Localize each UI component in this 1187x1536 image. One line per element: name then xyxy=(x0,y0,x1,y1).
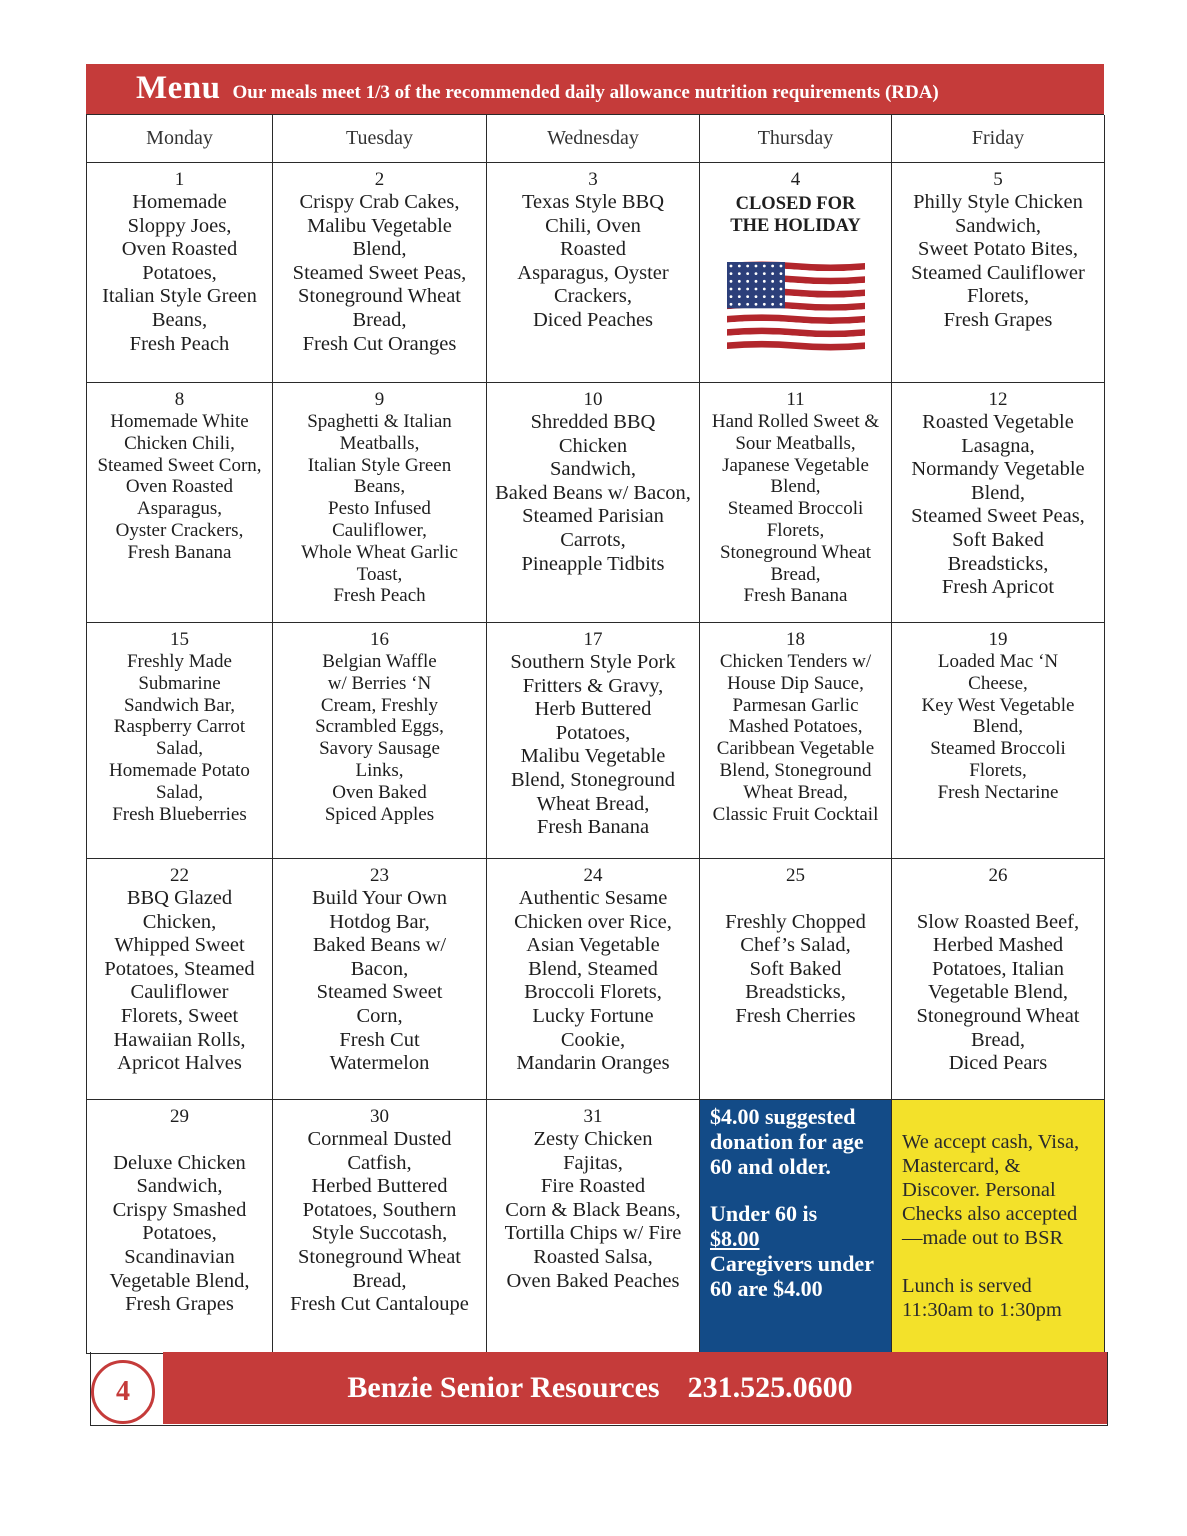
meal-description: Southern Style Pork Fritters & Gravy, Herb Buttered Potatoes, Malibu Vegetable Blend, Stoneground Wheat Bread, Fresh Banana xyxy=(510,651,676,839)
date-number: 19 xyxy=(988,629,1008,650)
meal-description: Crispy Crab Cakes, Malibu Vegetable Blend, Steamed Sweet Peas, Stoneground Wheat Bread, Fresh Cut Oranges xyxy=(292,191,467,355)
day-cell xyxy=(487,1100,700,1354)
day-cell xyxy=(892,163,1105,383)
meal-description: Hand Rolled Sweet & Sour Meatballs, Japanese Vegetable Blend, Steamed Broccoli Florets, Stoneground Wheat Bread, Fresh Banana xyxy=(711,411,880,607)
meal-description: Cornmeal Dusted Catfish, Herbed Buttered Potatoes, Southern Style Succotash, Stoneground Wheat Bread, Fresh Cut Cantaloupe xyxy=(290,1128,469,1316)
menu-title: Menu xyxy=(136,70,221,106)
payment-methods: We accept cash, Visa, Mastercard, & Discover. Personal Checks also accepted —made out to BSR xyxy=(902,1131,1080,1249)
day-cell xyxy=(487,163,700,383)
meal-description: Freshly Made Submarine Sandwich Bar, Raspberry Carrot Salad, Homemade Potato Salad, Fresh Blueberries xyxy=(109,651,250,825)
meal-description: Loaded Mac ‘N Cheese, Key West Vegetable Blend, Steamed Broccoli Florets, Fresh Nectarine xyxy=(921,651,1075,803)
meal-description: Philly Style Chicken Sandwich, Sweet Potato Bites, Steamed Cauliflower Florets, Fresh Grapes xyxy=(911,191,1085,331)
date-number: 31 xyxy=(583,1106,603,1127)
date-number: 23 xyxy=(370,865,389,886)
day-cell xyxy=(273,623,487,859)
date-number: 22 xyxy=(170,865,189,886)
day-cell xyxy=(87,859,273,1100)
american-flag-icon xyxy=(727,259,865,358)
date-number: 18 xyxy=(786,629,805,650)
day-cell xyxy=(273,383,487,623)
date-number: 9 xyxy=(374,389,385,410)
meal-description: Homemade White Chicken Chili, Steamed Sweet Corn, Oven Roasted Asparagus, Oyster Crackers, Fresh Banana xyxy=(97,411,262,563)
day-cell xyxy=(273,163,487,383)
date-number: 10 xyxy=(583,389,603,410)
menu-header xyxy=(86,64,1104,114)
day-cell xyxy=(87,1100,273,1354)
date-number: 11 xyxy=(786,389,805,410)
day-header-tuesday: Tuesday xyxy=(273,115,487,163)
date-number: 5 xyxy=(993,169,1003,190)
meal-description: Deluxe Chicken Sandwich, Crispy Smashed Potatoes, Scandinavian Vegetable Blend, Fresh Grapes xyxy=(109,1151,250,1316)
meal-description: Belgian Waffle w/ Berries ‘N Cream, Freshly Scrambled Eggs, Savory Sausage Links, Oven Baked Spiced Apples xyxy=(315,651,444,825)
day-header-wednesday: Wednesday xyxy=(487,115,700,163)
day-cell xyxy=(487,859,700,1100)
meal-description: Slow Roasted Beef, Herbed Mashed Potatoes, Italian Vegetable Blend, Stoneground Wheat Bread, Diced Pears xyxy=(916,910,1080,1075)
date-number: 1 xyxy=(174,169,185,190)
day-header-monday: Monday xyxy=(87,115,273,163)
meal-description: Roasted Vegetable Lasagna, Normandy Vegetable Blend, Steamed Sweet Peas, Soft Baked Breadsticks, Fresh Apricot xyxy=(911,411,1085,599)
day-cell xyxy=(892,623,1105,859)
day-cell xyxy=(487,623,700,859)
donation-suggested: $4.00 suggested donation for age 60 and older. xyxy=(710,1104,864,1179)
day-cell xyxy=(700,383,892,623)
day-cell xyxy=(487,383,700,623)
day-cell xyxy=(892,383,1105,623)
meal-description: Homemade Sloppy Joes, Oven Roasted Potatoes, Italian Style Green Beans, Fresh Peach xyxy=(102,191,257,355)
date-number: 12 xyxy=(988,389,1008,410)
day-cell xyxy=(700,163,892,383)
date-number: 8 xyxy=(174,389,185,410)
lunch-hours: Lunch is served 11:30am to 1:30pm xyxy=(902,1275,1062,1321)
day-cell xyxy=(892,859,1105,1100)
closed-notice: CLOSED FOR THE HOLIDAY xyxy=(730,194,861,236)
org-name: Benzie Senior Resources xyxy=(347,1371,660,1404)
date-number: 30 xyxy=(370,1106,389,1127)
meal-description: Build Your Own Hotdog Bar, Baked Beans w/ Bacon, Steamed Sweet Corn, Fresh Cut Watermelon xyxy=(312,887,447,1075)
date-number: 4 xyxy=(790,169,801,190)
meal-description: Shredded BBQ Chicken Sandwich, Baked Beans w/ Bacon, Steamed Parisian Carrots, Pineapple Tidbits xyxy=(495,411,691,575)
footer xyxy=(90,1352,1108,1426)
meal-description: Freshly Chopped Chef’s Salad, Soft Baked Breadsticks, Fresh Cherries xyxy=(725,910,866,1027)
donation-under60 xyxy=(710,1201,817,1251)
page-number: 4 xyxy=(91,1360,155,1424)
meal-description: Chicken Tenders w/ House Dip Sauce, Parmesan Garlic Mashed Potatoes, Caribbean Vegetable Blend, Stoneground Wheat Bread, Classic Fruit Cocktail xyxy=(712,651,879,825)
menu-calendar xyxy=(86,114,1104,1354)
date-number: 2 xyxy=(374,169,385,190)
date-number: 16 xyxy=(370,629,389,650)
meal-description: Authentic Sesame Chicken over Rice, Asian Vegetable Blend, Steamed Broccoli Florets, Lucky Fortune Cookie, Mandarin Oranges xyxy=(514,887,672,1075)
menu-subtitle: Our meals meet 1/3 of the recommended daily allowance nutrition requirements (RDA) xyxy=(232,82,939,103)
day-cell xyxy=(273,859,487,1100)
day-header-thursday: Thursday xyxy=(700,115,892,163)
day-cell xyxy=(87,383,273,623)
date-number: 25 xyxy=(786,865,805,886)
day-cell xyxy=(87,623,273,859)
date-number: 26 xyxy=(988,865,1008,886)
meal-description: BBQ Glazed Chicken, Whipped Sweet Potatoes, Steamed Cauliflower Florets, Sweet Hawaiian Rolls, Apricot Halves xyxy=(104,887,255,1075)
day-cell xyxy=(273,1100,487,1354)
date-number: 3 xyxy=(588,169,598,190)
date-number: 24 xyxy=(583,865,603,886)
date-number: 17 xyxy=(583,629,603,650)
donation-under60-amount: $8.00 xyxy=(710,1226,760,1251)
date-number: 15 xyxy=(170,629,189,650)
date-number: 29 xyxy=(170,1106,189,1127)
meal-description: Texas Style BBQ Chili, Oven Roasted Asparagus, Oyster Crackers, Diced Peaches xyxy=(517,191,669,331)
meal-description: Spaghetti & Italian Meatballs, Italian Style Green Beans, Pesto Infused Cauliflower, Whole Wheat Garlic Toast, Fresh Peach xyxy=(301,411,458,607)
day-cell xyxy=(87,163,273,383)
donation-info xyxy=(700,1100,892,1354)
meal-description: Zesty Chicken Fajitas, Fire Roasted Corn & Black Beans, Tortilla Chips w/ Fire Roasted Salsa, Oven Baked Peaches xyxy=(504,1128,682,1292)
org-phone: 231.525.0600 xyxy=(687,1371,853,1404)
footer-bar xyxy=(163,1352,1107,1424)
day-cell xyxy=(700,859,892,1100)
donation-caregivers: Caregivers under 60 are $4.00 xyxy=(710,1251,874,1301)
payment-info xyxy=(892,1100,1105,1354)
day-cell xyxy=(700,623,892,859)
day-header-friday: Friday xyxy=(892,115,1105,163)
donation-under60-label: Under 60 is xyxy=(710,1201,818,1226)
